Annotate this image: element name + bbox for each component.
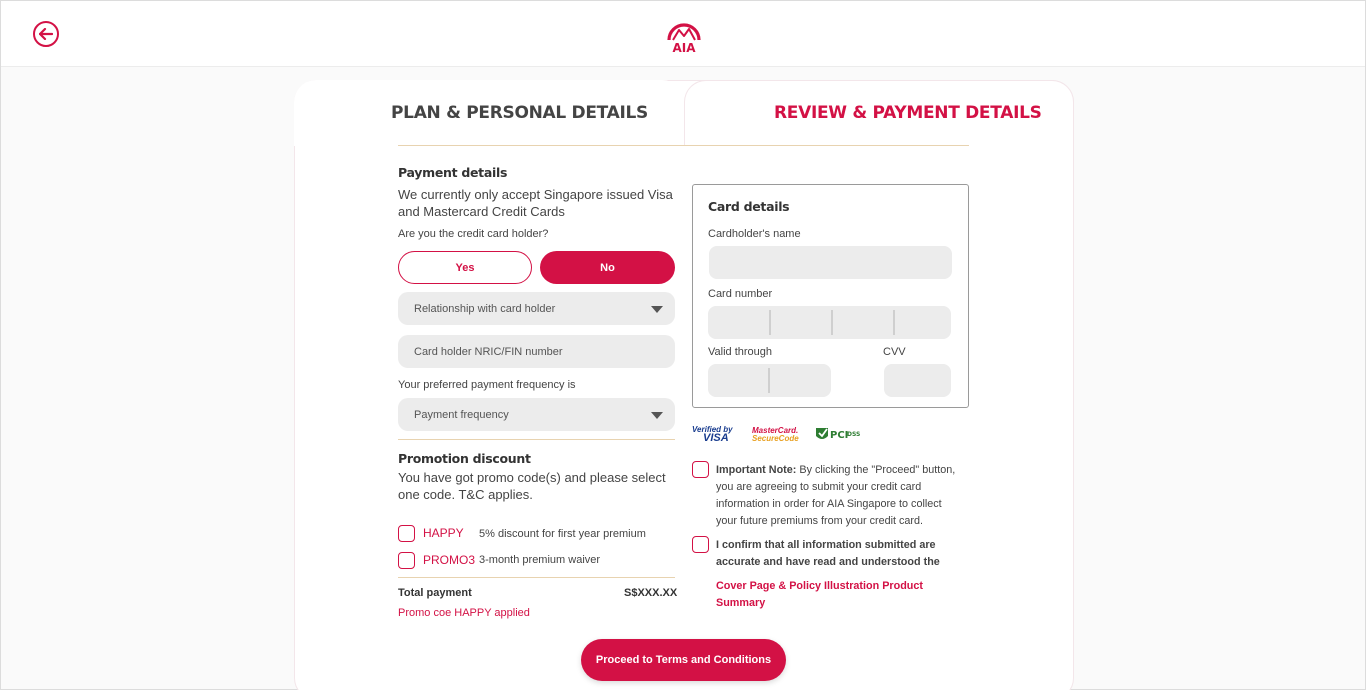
chevron-down-icon bbox=[651, 412, 663, 419]
payment-description-line1: We currently only accept Singapore issued Visa bbox=[398, 187, 673, 202]
promotion-description-line2: one code. T&C applies. bbox=[398, 487, 533, 502]
proceed-button[interactable]: Proceed to Terms and Conditions bbox=[581, 639, 786, 681]
tab-review-payment-label: REVIEW & PAYMENT DETAILS bbox=[774, 103, 1042, 123]
no-button[interactable]: No bbox=[540, 251, 675, 284]
mc-badge-line1: MasterCard. bbox=[752, 426, 799, 435]
cover-page-link-line2[interactable]: Summary bbox=[716, 597, 766, 609]
important-note-checkbox[interactable] bbox=[692, 461, 709, 478]
valid-through-label: Valid through bbox=[708, 346, 773, 358]
card-number-label: Card number bbox=[708, 288, 773, 300]
promo-desc-promo3: 3-month premium waiver bbox=[479, 554, 601, 566]
promo-applied-note: Promo coe HAPPY applied bbox=[398, 607, 530, 619]
total-payment-label: Total payment bbox=[398, 587, 472, 599]
nric-input-placeholder: Card holder NRIC/FIN number bbox=[414, 345, 563, 358]
tab-plan-personal-label: PLAN & PERSONAL DETAILS bbox=[391, 103, 648, 123]
tab-divider bbox=[398, 145, 969, 146]
payment-description-line2: and Mastercard Credit Cards bbox=[398, 204, 565, 219]
promo-code-happy: HAPPY bbox=[423, 526, 464, 540]
promotion-title: Promotion discount bbox=[398, 451, 531, 466]
svg-text:AIA: AIA bbox=[672, 41, 696, 54]
important-note-line1 bbox=[716, 462, 955, 479]
divider bbox=[398, 577, 675, 578]
cvv-label: CVV bbox=[883, 346, 906, 358]
important-note-line4: your future premiums from your credit card. bbox=[716, 515, 924, 527]
aia-logo bbox=[665, 14, 703, 54]
arrow-left-circle-icon bbox=[39, 28, 53, 40]
cardholder-name-input[interactable] bbox=[709, 246, 952, 279]
card-number-input[interactable] bbox=[708, 306, 951, 339]
top-header bbox=[1, 1, 1365, 67]
frequency-question: Your preferred payment frequency is bbox=[398, 379, 576, 391]
yes-button[interactable]: Yes bbox=[398, 251, 532, 284]
frequency-select[interactable] bbox=[398, 398, 675, 431]
segment-separator bbox=[893, 310, 895, 335]
cvv-input[interactable] bbox=[884, 364, 951, 397]
important-note-rest: By clicking the "Proceed" button, bbox=[796, 464, 956, 476]
visa-badge-line1: Verified by bbox=[692, 425, 733, 434]
divider bbox=[398, 439, 675, 440]
confirm-line2: accurate and have read and understood the bbox=[716, 556, 940, 568]
nric-input[interactable] bbox=[398, 335, 675, 368]
confirm-line1: I confirm that all information submitted are bbox=[716, 539, 936, 551]
svg-text:DSS: DSS bbox=[847, 431, 861, 438]
relationship-select-placeholder: Relationship with card holder bbox=[414, 302, 556, 315]
cover-page-link-line1[interactable]: Cover Page & Policy Illustration Product bbox=[716, 580, 923, 592]
relationship-select[interactable] bbox=[398, 292, 675, 325]
payment-details-title: Payment details bbox=[398, 165, 508, 180]
segment-separator bbox=[768, 368, 770, 393]
frequency-select-placeholder: Payment frequency bbox=[414, 408, 509, 421]
pci-dss-logo bbox=[814, 425, 862, 443]
important-note-line3: information in order for AIA Singapore to collect bbox=[716, 498, 942, 510]
valid-through-input[interactable] bbox=[708, 364, 831, 397]
promotion-description-line1: You have got promo code(s) and please select bbox=[398, 470, 666, 485]
holder-question: Are you the credit card holder? bbox=[398, 228, 549, 240]
segment-separator bbox=[769, 310, 771, 335]
mc-badge-line2: SecureCode bbox=[752, 434, 799, 443]
card-details-title: Card details bbox=[708, 199, 790, 214]
promo-code-promo3: PROMO3 bbox=[423, 553, 476, 567]
promo-happy-checkbox[interactable] bbox=[398, 525, 415, 542]
svg-text:PCI: PCI bbox=[830, 430, 849, 441]
chevron-down-icon bbox=[651, 306, 663, 313]
promo-promo3-checkbox[interactable] bbox=[398, 552, 415, 569]
visa-badge-line2: VISA bbox=[703, 432, 729, 444]
important-note-line2: you are agreeing to submit your credit card bbox=[716, 481, 922, 493]
total-payment-amount: S$XXX.XX bbox=[624, 587, 678, 599]
promo-desc-happy: 5% discount for first year premium bbox=[479, 528, 646, 540]
cardholder-name-label: Cardholder's name bbox=[708, 228, 801, 240]
back-button[interactable] bbox=[33, 21, 59, 47]
confirm-checkbox[interactable] bbox=[692, 536, 709, 553]
segment-separator bbox=[831, 310, 833, 335]
important-note-bold: Important Note: bbox=[716, 464, 797, 476]
